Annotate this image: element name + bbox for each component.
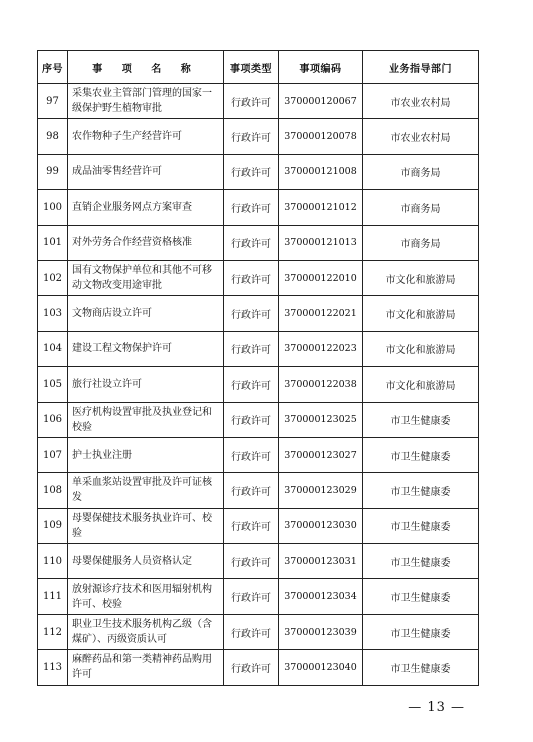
table-row <box>38 579 479 614</box>
cell-dept: 市农业农村局 <box>363 84 479 119</box>
table-row <box>38 119 479 154</box>
items-table <box>37 50 479 686</box>
table-row <box>38 508 479 543</box>
header-type: 事项类型 <box>224 51 279 84</box>
cell-no: 108 <box>38 473 68 508</box>
cell-type: 行政许可 <box>224 437 279 472</box>
cell-name: 麻醉药品和第一类精神药品购用许可 <box>68 650 224 685</box>
cell-dept: 市卫生健康委 <box>363 544 479 579</box>
header-code: 事项编码 <box>279 51 363 84</box>
items-table-container <box>37 50 478 686</box>
cell-name: 对外劳务合作经营资格核准 <box>68 225 224 260</box>
cell-dept: 市商务局 <box>363 225 479 260</box>
cell-no: 101 <box>38 225 68 260</box>
cell-type: 行政许可 <box>224 614 279 649</box>
cell-dept: 市商务局 <box>363 154 479 189</box>
cell-no: 106 <box>38 402 68 437</box>
cell-no: 113 <box>38 650 68 685</box>
cell-type: 行政许可 <box>224 367 279 402</box>
cell-dept: 市文化和旅游局 <box>363 260 479 295</box>
cell-code: 370000123030 <box>279 508 363 543</box>
cell-code: 370000120078 <box>279 119 363 154</box>
cell-no: 110 <box>38 544 68 579</box>
cell-name: 职业卫生技术服务机构乙级（含煤矿）、丙级资质认可 <box>68 614 224 649</box>
cell-name: 母婴保健技术服务执业许可、校验 <box>68 508 224 543</box>
table-row <box>38 260 479 295</box>
cell-type: 行政许可 <box>224 225 279 260</box>
cell-name: 母婴保健服务人员资格认定 <box>68 544 224 579</box>
cell-no: 98 <box>38 119 68 154</box>
cell-name: 护士执业注册 <box>68 437 224 472</box>
cell-code: 370000123031 <box>279 544 363 579</box>
page-number: — 13 — <box>408 700 465 715</box>
cell-code: 370000122038 <box>279 367 363 402</box>
cell-type: 行政许可 <box>224 119 279 154</box>
table-row <box>38 473 479 508</box>
table-row <box>38 190 479 225</box>
table-header-row <box>38 51 479 84</box>
table-row <box>38 84 479 119</box>
cell-code: 370000121012 <box>279 190 363 225</box>
cell-type: 行政许可 <box>224 154 279 189</box>
table-row <box>38 154 479 189</box>
cell-name: 成品油零售经营许可 <box>68 154 224 189</box>
table-row <box>38 331 479 366</box>
cell-no: 97 <box>38 84 68 119</box>
cell-no: 103 <box>38 296 68 331</box>
cell-dept: 市农业农村局 <box>363 119 479 154</box>
cell-dept: 市卫生健康委 <box>363 402 479 437</box>
cell-dept: 市文化和旅游局 <box>363 296 479 331</box>
cell-no: 111 <box>38 579 68 614</box>
cell-code: 370000123025 <box>279 402 363 437</box>
cell-no: 112 <box>38 614 68 649</box>
cell-type: 行政许可 <box>224 650 279 685</box>
cell-type: 行政许可 <box>224 190 279 225</box>
cell-type: 行政许可 <box>224 260 279 295</box>
cell-type: 行政许可 <box>224 402 279 437</box>
cell-name: 采集农业主管部门管理的国家一级保护野生植物审批 <box>68 84 224 119</box>
table-row <box>38 296 479 331</box>
cell-dept: 市卫生健康委 <box>363 614 479 649</box>
cell-dept: 市卫生健康委 <box>363 473 479 508</box>
cell-code: 370000123029 <box>279 473 363 508</box>
cell-code: 370000123040 <box>279 650 363 685</box>
table-row <box>38 544 479 579</box>
cell-code: 370000122021 <box>279 296 363 331</box>
cell-no: 99 <box>38 154 68 189</box>
table-row <box>38 614 479 649</box>
cell-no: 102 <box>38 260 68 295</box>
cell-code: 370000123034 <box>279 579 363 614</box>
cell-name: 文物商店设立许可 <box>68 296 224 331</box>
cell-name: 直销企业服务网点方案审查 <box>68 190 224 225</box>
cell-dept: 市文化和旅游局 <box>363 367 479 402</box>
cell-name: 单采血浆站设置审批及许可证核发 <box>68 473 224 508</box>
cell-dept: 市商务局 <box>363 190 479 225</box>
cell-name: 建设工程文物保护许可 <box>68 331 224 366</box>
header-no: 序号 <box>38 51 68 84</box>
cell-name: 国有文物保护单位和其他不可移动文物改变用途审批 <box>68 260 224 295</box>
cell-code: 370000121013 <box>279 225 363 260</box>
cell-dept: 市文化和旅游局 <box>363 331 479 366</box>
cell-code: 370000122010 <box>279 260 363 295</box>
cell-type: 行政许可 <box>224 296 279 331</box>
cell-no: 109 <box>38 508 68 543</box>
table-row <box>38 225 479 260</box>
cell-dept: 市卫生健康委 <box>363 508 479 543</box>
cell-no: 107 <box>38 437 68 472</box>
table-body <box>38 84 479 686</box>
cell-no: 100 <box>38 190 68 225</box>
cell-no: 104 <box>38 331 68 366</box>
cell-dept: 市卫生健康委 <box>363 650 479 685</box>
cell-code: 370000120067 <box>279 84 363 119</box>
cell-name: 医疗机构设置审批及执业登记和校验 <box>68 402 224 437</box>
header-dept: 业务指导部门 <box>363 51 479 84</box>
cell-type: 行政许可 <box>224 579 279 614</box>
table-row <box>38 437 479 472</box>
cell-name: 农作物种子生产经营许可 <box>68 119 224 154</box>
cell-type: 行政许可 <box>224 473 279 508</box>
cell-code: 370000121008 <box>279 154 363 189</box>
cell-no: 105 <box>38 367 68 402</box>
cell-type: 行政许可 <box>224 508 279 543</box>
cell-name: 放射源诊疗技术和医用辐射机构许可、校验 <box>68 579 224 614</box>
cell-code: 370000123039 <box>279 614 363 649</box>
table-row <box>38 650 479 685</box>
cell-type: 行政许可 <box>224 331 279 366</box>
table-row <box>38 367 479 402</box>
cell-dept: 市卫生健康委 <box>363 437 479 472</box>
cell-name: 旅行社设立许可 <box>68 367 224 402</box>
cell-dept: 市卫生健康委 <box>363 579 479 614</box>
table-row <box>38 402 479 437</box>
cell-type: 行政许可 <box>224 544 279 579</box>
cell-code: 370000123027 <box>279 437 363 472</box>
header-name: 事 项 名 称 <box>68 51 224 84</box>
cell-type: 行政许可 <box>224 84 279 119</box>
cell-code: 370000122023 <box>279 331 363 366</box>
